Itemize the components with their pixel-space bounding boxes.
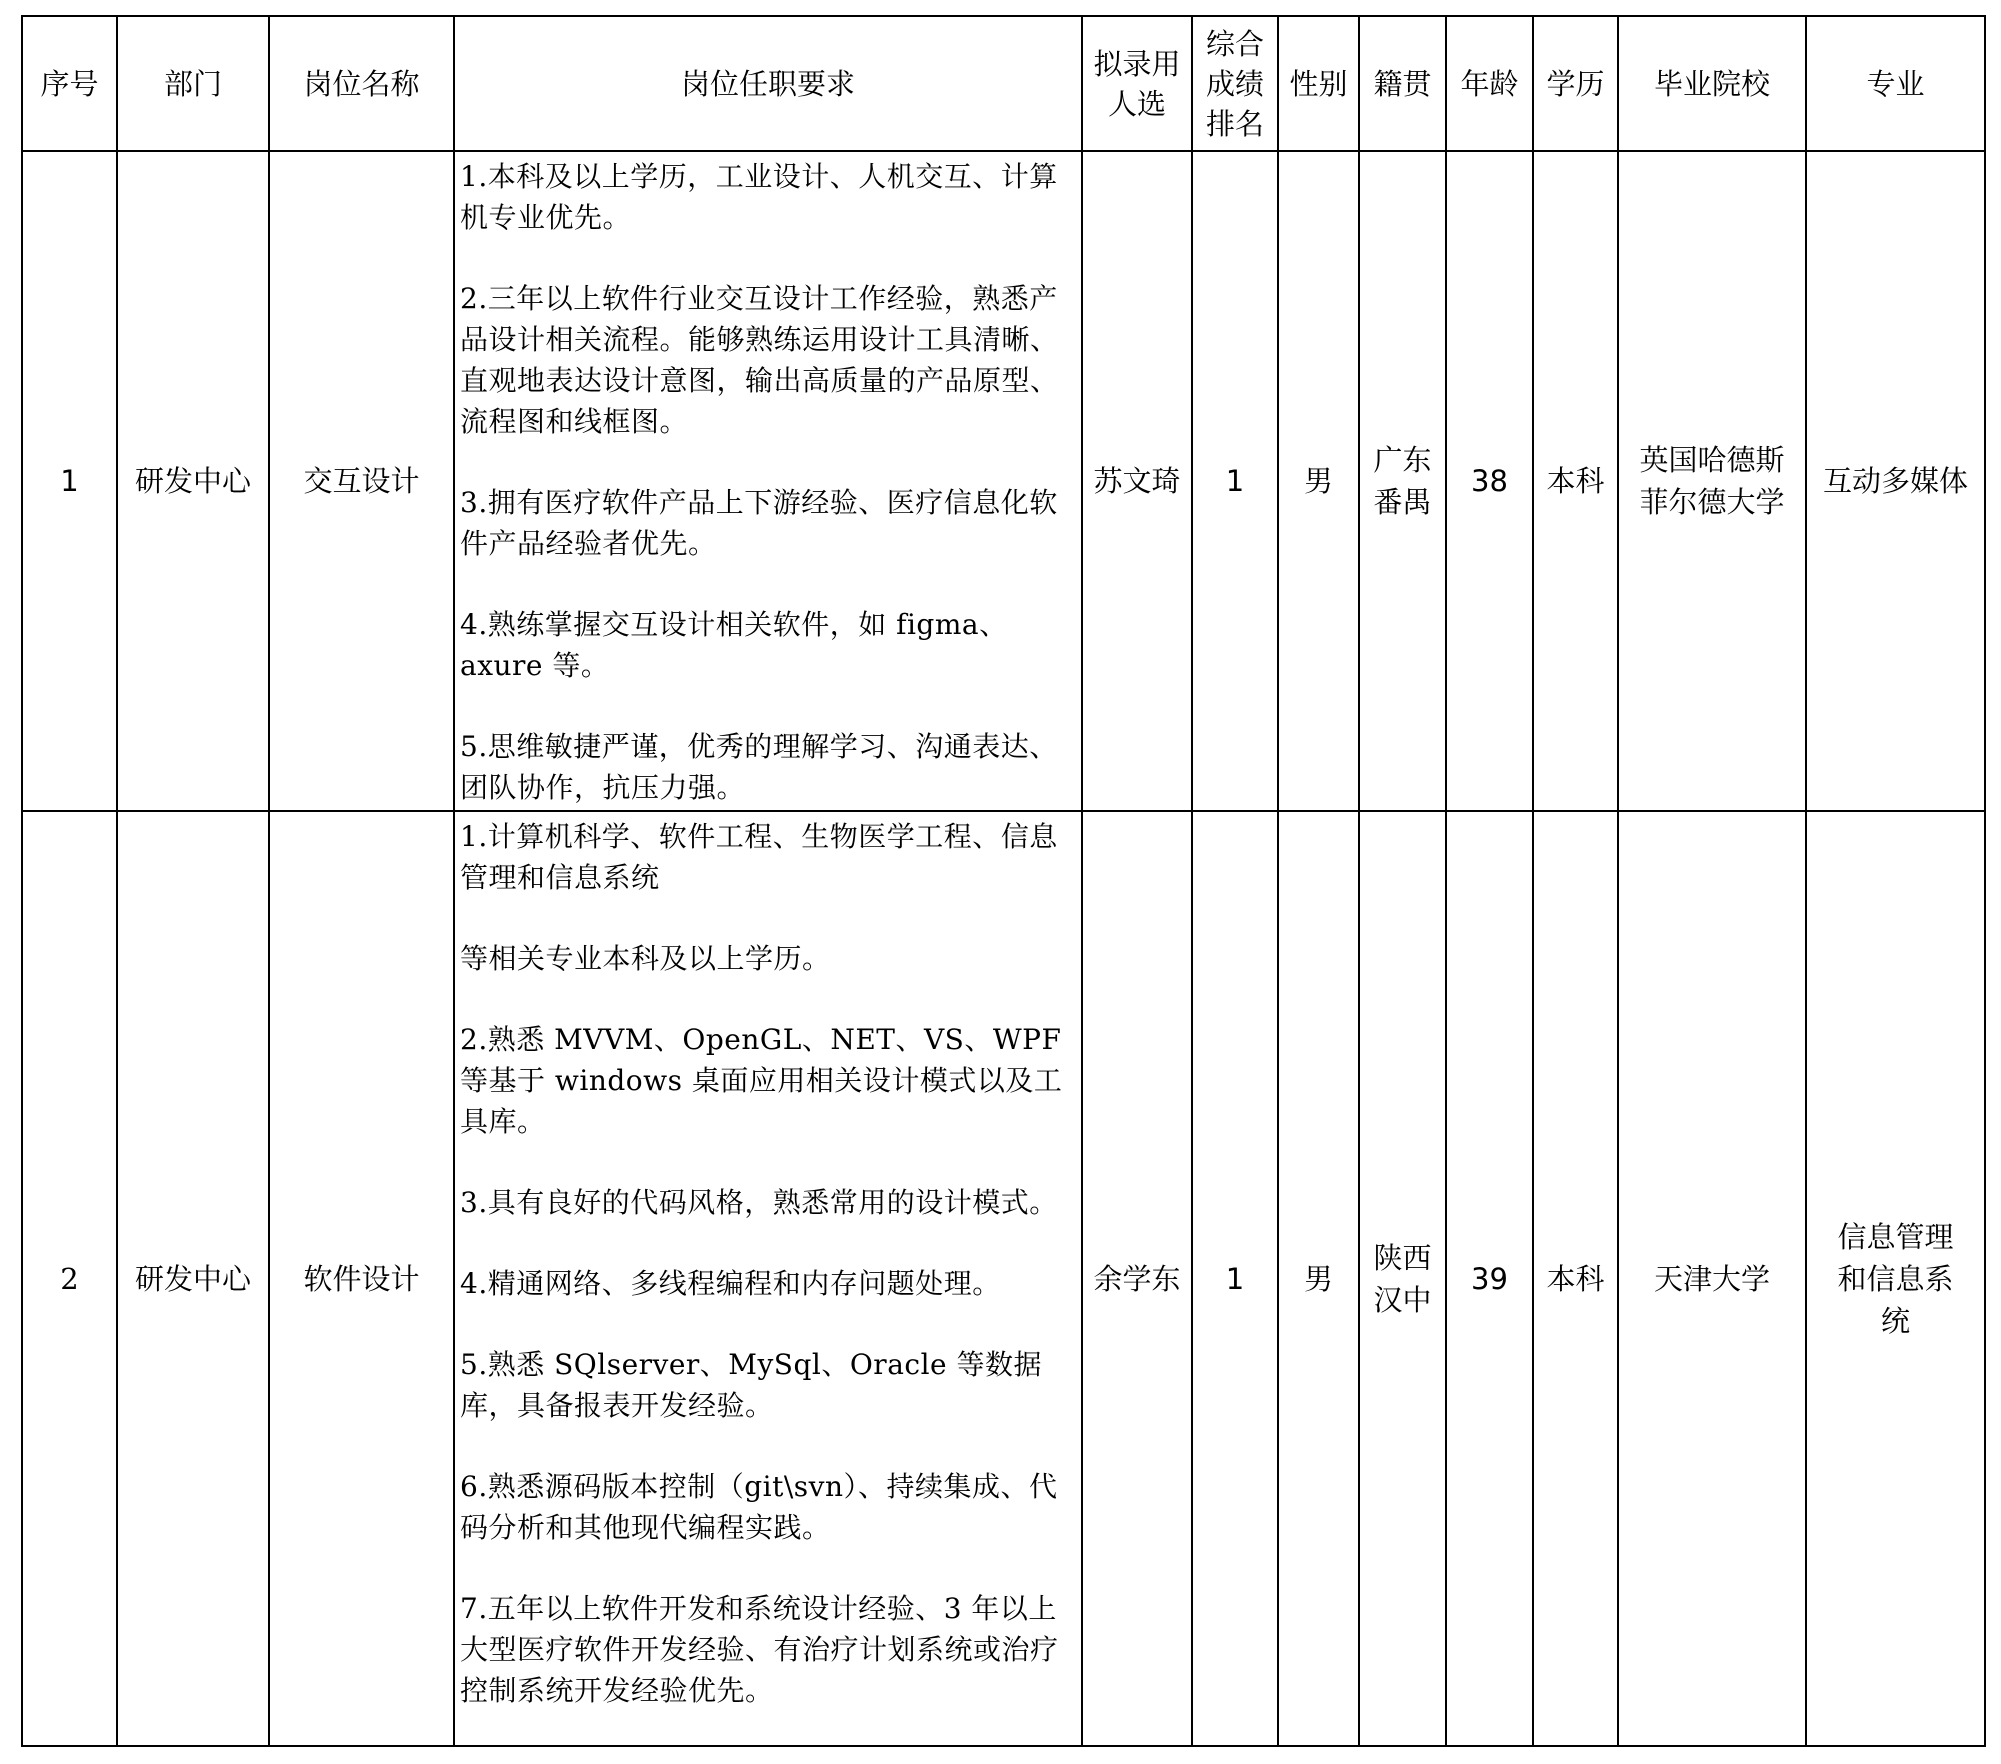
cell-education: 本科 — [1533, 151, 1618, 811]
requirement-item: 2.熟悉 MVVM、OpenGL、NET、VS、WPF 等基于 windows 桌面应用相关设计模式以及工具库。 — [460, 1023, 1063, 1138]
header-age: 年龄 — [1446, 16, 1533, 151]
cell-requirements — [454, 811, 1082, 1746]
cell-origin — [1359, 811, 1446, 1746]
requirement-item: 7.五年以上软件开发和系统设计经验、3 年以上大型医疗软件开发经验、有治疗计划系统或治疗控制系统开发经验优先。 — [460, 1592, 1059, 1707]
header-origin: 籍贯 — [1359, 16, 1446, 151]
cell-major: 互动多媒体 — [1806, 151, 1985, 811]
cell-department: 研发中心 — [117, 811, 269, 1746]
requirement-item: 1.本科及以上学历，工业设计、人机交互、计算机专业优先。 — [460, 160, 1058, 234]
cell-school: 天津大学 — [1618, 811, 1806, 1746]
cell-rank: 1 — [1192, 811, 1278, 1746]
cell-origin — [1359, 151, 1446, 811]
header-position: 岗位名称 — [269, 16, 454, 151]
cell-origin-label: 陕西 汉中 — [1373, 1240, 1432, 1317]
cell-major-label: 信息管理 和信息系 统 — [1837, 1219, 1954, 1338]
requirement-item: 5.思维敏捷严谨，优秀的理解学习、沟通表达、团队协作，抗压力强。 — [460, 730, 1058, 804]
cell-school — [1618, 151, 1806, 811]
header-gender: 性别 — [1278, 16, 1359, 151]
cell-gender: 男 — [1278, 811, 1359, 1746]
header-row — [22, 16, 1985, 151]
cell-age: 38 — [1446, 151, 1533, 811]
header-index: 序号 — [22, 16, 117, 151]
header-candidate — [1082, 16, 1192, 151]
cell-school-label: 英国哈德斯 菲尔德大学 — [1639, 443, 1785, 519]
header-requirements: 岗位任职要求 — [454, 16, 1082, 151]
requirement-item: 1.计算机科学、软件工程、生物医学工程、信息管理和信息系统 — [460, 820, 1058, 894]
recruitment-table — [21, 15, 1986, 1747]
cell-candidate: 苏文琦 — [1082, 151, 1192, 811]
cell-candidate: 余学东 — [1082, 811, 1192, 1746]
cell-index: 2 — [22, 811, 117, 1746]
header-department: 部门 — [117, 16, 269, 151]
requirement-item: 2.三年以上软件行业交互设计工作经验，熟悉产品设计相关流程。能够熟练运用设计工具清晰、直观地表达设计意图，输出高质量的产品原型、流程图和线框图。 — [460, 282, 1059, 438]
requirement-item: 4.熟练掌握交互设计相关软件，如 figma、axure 等。 — [460, 608, 1008, 682]
cell-requirements — [454, 151, 1082, 811]
header-rank-label: 综合 成绩 排名 — [1205, 26, 1264, 141]
cell-major — [1806, 811, 1985, 1746]
table-row — [22, 811, 1985, 1746]
cell-rank: 1 — [1192, 151, 1278, 811]
cell-index: 1 — [22, 151, 117, 811]
cell-department: 研发中心 — [117, 151, 269, 811]
header-education: 学历 — [1533, 16, 1618, 151]
requirement-item: 6.熟悉源码版本控制（git\svn）、持续集成、代码分析和其他现代编程实践。 — [460, 1470, 1058, 1544]
header-major: 专业 — [1806, 16, 1985, 151]
table-row — [22, 151, 1985, 811]
cell-age: 39 — [1446, 811, 1533, 1746]
header-candidate-label: 拟录用 人选 — [1093, 46, 1181, 121]
requirement-item: 3.具有良好的代码风格，熟悉常用的设计模式。 — [460, 1186, 1058, 1219]
cell-gender: 男 — [1278, 151, 1359, 811]
requirement-item: 等相关专业本科及以上学历。 — [460, 942, 831, 975]
header-school: 毕业院校 — [1618, 16, 1806, 151]
cell-position: 交互设计 — [269, 151, 454, 811]
requirement-item: 5.熟悉 SQlserver、MySql、Oracle 等数据库，具备报表开发经验。 — [460, 1348, 1042, 1422]
cell-education: 本科 — [1533, 811, 1618, 1746]
header-rank — [1192, 16, 1278, 151]
requirement-item: 4.精通网络、多线程编程和内存问题处理。 — [460, 1267, 1001, 1300]
requirement-item: 3.拥有医疗软件产品上下游经验、医疗信息化软件产品经验者优先。 — [460, 486, 1058, 560]
cell-position: 软件设计 — [269, 811, 454, 1746]
cell-origin-label: 广东 番禺 — [1373, 443, 1432, 519]
